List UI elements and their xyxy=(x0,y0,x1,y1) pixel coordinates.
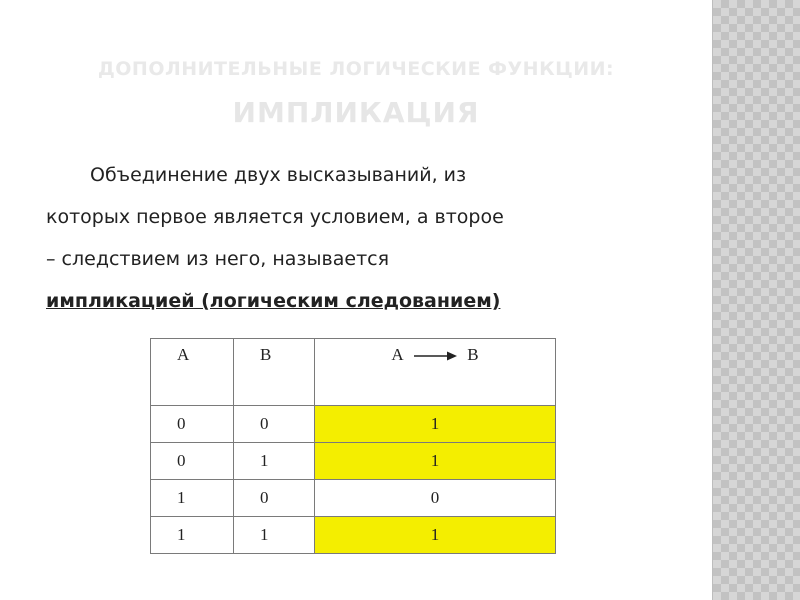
cell-b: 0 xyxy=(234,480,315,517)
cell-b: 1 xyxy=(234,517,315,554)
slide-title-line1: ДОПОЛНИТЕЛЬНЫЕ ЛОГИЧЕСКИЕ ФУНКЦИИ: xyxy=(97,58,615,80)
header-implication xyxy=(315,339,556,406)
definition-paragraph xyxy=(46,154,686,322)
cell-b: 0 xyxy=(234,406,315,443)
header-implication-right: B xyxy=(467,345,479,364)
cell-a: 1 xyxy=(151,517,234,554)
cell-a: 0 xyxy=(151,443,234,480)
table-row xyxy=(151,517,556,554)
table-header-row xyxy=(151,339,556,406)
table-row xyxy=(151,480,556,517)
table-row xyxy=(151,406,556,443)
table-row xyxy=(151,443,556,480)
cell-result-highlighted: 1 xyxy=(315,406,556,443)
cell-b: 1 xyxy=(234,443,315,480)
cell-result: 0 xyxy=(315,480,556,517)
cell-a: 0 xyxy=(151,406,234,443)
cell-result-highlighted: 1 xyxy=(315,517,556,554)
header-a: A xyxy=(151,339,234,406)
slide-title-line2: ИМПЛИКАЦИЯ xyxy=(232,96,480,129)
right-arrow-icon xyxy=(413,350,457,362)
decorative-side-pattern xyxy=(712,0,800,600)
paragraph-line-4-term: импликацией (логическим следованием) xyxy=(46,290,501,312)
paragraph-line-3: – следствием из него, называется xyxy=(46,248,390,270)
cell-a: 1 xyxy=(151,480,234,517)
header-b: B xyxy=(234,339,315,406)
cell-result-highlighted: 1 xyxy=(315,443,556,480)
paragraph-line-2: которых первое является условием, а второе xyxy=(46,206,504,228)
header-implication-left: A xyxy=(391,345,403,364)
implication-truth-table xyxy=(150,338,556,554)
paragraph-line-1: Объединение двух высказываний, из xyxy=(90,164,467,186)
